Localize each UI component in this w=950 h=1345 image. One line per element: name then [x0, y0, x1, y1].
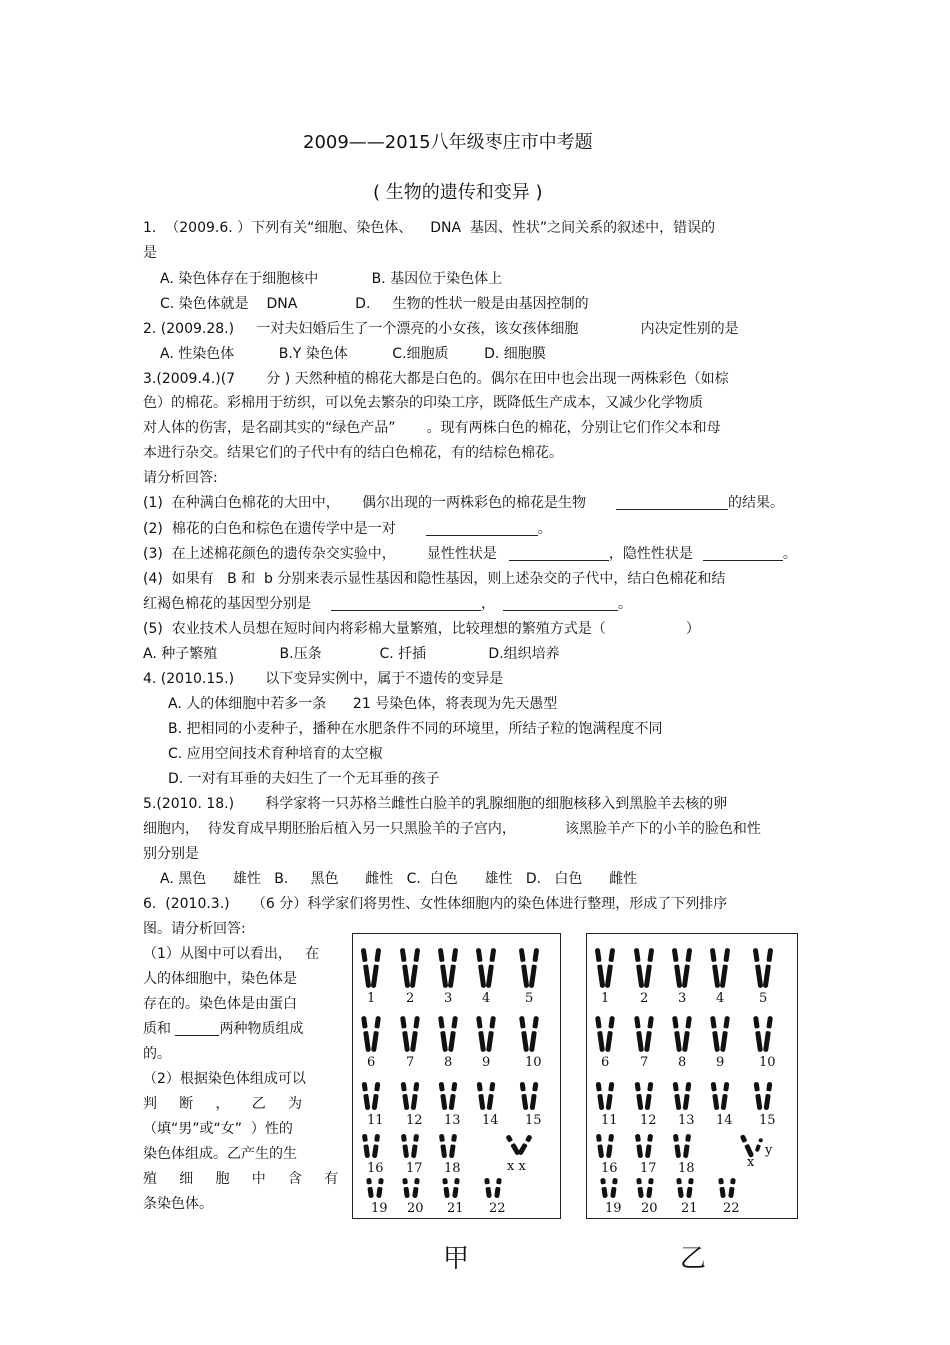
- chromosome-number: 2: [406, 991, 415, 1006]
- q1-stem: 1. （2009.6. ）下列有关“细胞、染色体、 DNA 基因、性状”之间关系的叙述中，错误的: [143, 220, 716, 236]
- chromosome-number: 7: [406, 1055, 415, 1070]
- karyotype-label-jia: 甲: [443, 1244, 470, 1274]
- q6-stem: 6. (2010.3.) （6 分）科学家们将男性、女性体细胞内的染色体进行整理，形成了下列排序: [143, 896, 728, 912]
- q3-line-3: 对人体的伤害，是名副其实的“绿色产品” 。现有两株白色的棉花，分别让它们作父本和母: [143, 420, 721, 436]
- q3-sub-5-options: A. 种子繁殖 B.压条 C. 扦插 D.组织培养: [143, 646, 560, 662]
- chromosome-number: 20: [641, 1201, 658, 1216]
- chromosome: [411, 1178, 421, 1199]
- chromosome: [400, 1134, 410, 1159]
- q3-sub-4-cont: [143, 595, 632, 613]
- chromosome: [727, 1178, 737, 1199]
- chromosome-pair-22: [483, 1178, 503, 1199]
- chromosome-number: 3: [444, 991, 453, 1006]
- q3-line-4: 本进行杂交。结果它们的子代中有的结白色棉花，有的结棕色棉花。: [143, 445, 563, 461]
- answer-blank[interactable]: [331, 596, 481, 611]
- q3-sub-4: (4) 如果有 B 和 b 分别来表示显性基因和隐性基因，则上述杂交的子代中，结白色棉花和结: [143, 571, 726, 587]
- chromosome-pair-19: [365, 1178, 385, 1199]
- chromosome: [438, 1082, 449, 1111]
- chromosome: [763, 1082, 774, 1111]
- q6-part2-line: 染色体组成。乙产生的生: [143, 1146, 297, 1162]
- chromosome: [518, 1016, 530, 1053]
- chromosome: [594, 1016, 606, 1053]
- q6-part1-tail: 两种物质组成: [219, 1021, 304, 1037]
- chromosome: [485, 1016, 497, 1053]
- chromosome: [709, 948, 721, 989]
- chromosome: [762, 948, 774, 989]
- chromosome: [719, 1016, 731, 1053]
- answer-blank[interactable]: [503, 596, 618, 611]
- chromosome: [682, 1082, 693, 1111]
- chromosome-pair-9: [709, 1016, 731, 1053]
- chromosome: [518, 948, 530, 989]
- chromosome: [645, 1178, 655, 1199]
- q2-options: A. 性染色体 B.Y 染色体 C.细胞质 D. 细胞膜: [160, 346, 546, 362]
- q3-sub-4-text: 红褐色棉花的基因型分别是: [143, 596, 311, 612]
- chromosome: [595, 1134, 605, 1159]
- chromosome: [753, 1082, 764, 1111]
- q3-sub-3-mid: ，隐性性状是: [608, 546, 693, 562]
- q1-options-cd: C. 染色体就是 DNA D. 生物的性状一般是由基因控制的: [160, 296, 589, 312]
- chromosome: [475, 948, 487, 989]
- chromosome: [752, 948, 764, 989]
- chromosome: [609, 1178, 619, 1199]
- q5-line-3: 别分别是: [143, 846, 199, 862]
- chromosome: [762, 1016, 774, 1053]
- q6-part1-line: 人的体细胞中，染色体是: [143, 971, 297, 987]
- answer-blank[interactable]: [509, 546, 609, 561]
- chromosome-number: 16: [601, 1161, 618, 1176]
- chromosome: [486, 1082, 497, 1111]
- chromosome: [752, 1016, 764, 1053]
- chromosome: [409, 948, 421, 989]
- karyotype-female-chart: [353, 934, 560, 1218]
- chromosome-pair-5: [752, 948, 774, 989]
- chromosome: [634, 1082, 645, 1111]
- chromosome: [634, 1134, 644, 1159]
- chromosome: [599, 1178, 609, 1199]
- chromosome: [476, 1082, 487, 1111]
- chromosome-pair-4: [475, 948, 497, 989]
- document-subtitle: ( 生物的遗传和变异 ): [373, 182, 543, 203]
- chromosome-number: 15: [525, 1113, 542, 1128]
- q1-stem-cont: 是: [143, 245, 157, 261]
- answer-blank[interactable]: [616, 495, 728, 510]
- chromosome-pair-11: [595, 1082, 616, 1111]
- chromosome: [371, 1134, 381, 1159]
- q5-line-1: 5.(2010. 18.) 科学家将一只苏格兰雌性白脸羊的乳腺细胞的细胞核移入到黑脸羊去核的卵: [143, 796, 728, 812]
- chromosome-pair-14: [710, 1082, 731, 1111]
- chromosome: [483, 1178, 493, 1199]
- chromosome: [399, 1016, 411, 1053]
- chromosome-pair-15: [519, 1082, 540, 1111]
- chromosome-number: 19: [371, 1201, 388, 1216]
- chromosome: [400, 1082, 411, 1111]
- chromosome-pair-14: [476, 1082, 497, 1111]
- q3-sub-1-tail: 的结果。: [727, 495, 784, 511]
- q6-part2-line: 殖 细 胞 中 含 有: [143, 1171, 339, 1187]
- chromosome-number: 17: [640, 1161, 657, 1176]
- chromosome-pair-9: [475, 1016, 497, 1053]
- chromosome-number: 13: [444, 1113, 461, 1128]
- chromosome: [399, 948, 411, 989]
- karyotype-male-chart: [587, 934, 797, 1218]
- chromosome-pair-17: [400, 1134, 420, 1159]
- chromosome: [528, 948, 540, 989]
- chromosome-number: 5: [525, 991, 534, 1006]
- chromosome-pair-12: [400, 1082, 421, 1111]
- chromosome: [635, 1178, 645, 1199]
- chromosome-number: 22: [723, 1201, 740, 1216]
- chromosome-number: 8: [444, 1055, 453, 1070]
- chromosome: [437, 1016, 449, 1053]
- chromosome-number: 20: [407, 1201, 424, 1216]
- chromosome: [682, 1134, 692, 1159]
- q3-sub-2-text: (2) 棉花的白色和棕色在遗传学中是一对: [143, 521, 396, 537]
- q3-sub-3-tail: 。: [782, 546, 797, 562]
- chromosome-pair-20: [635, 1178, 655, 1199]
- chromosome: [410, 1082, 421, 1111]
- chromosome: [671, 1016, 683, 1053]
- sex-chromosome-label: x x: [507, 1159, 526, 1174]
- chromosome-number: 2: [640, 991, 649, 1006]
- chromosome: [719, 948, 731, 989]
- chromosome-number: 11: [601, 1113, 618, 1128]
- chromosome: [685, 1178, 695, 1199]
- chromosome-pair-1: [594, 948, 616, 989]
- chromosome: [644, 1082, 655, 1111]
- q3-sub-1: [143, 494, 784, 512]
- chromosome-number: 17: [406, 1161, 423, 1176]
- q1-options-ab: A. 染色体存在于细胞核中 B. 基因位于染色体上: [160, 271, 503, 287]
- chromosome-number: 3: [678, 991, 687, 1006]
- chromosome-pair-15: [753, 1082, 774, 1111]
- chromosome: [361, 1134, 371, 1159]
- chromosome-number: 10: [759, 1055, 776, 1070]
- chromosome-number: 9: [716, 1055, 725, 1070]
- chromosome-number: 11: [367, 1113, 384, 1128]
- chromosome-pair-18: [438, 1134, 458, 1159]
- q4-option-d: D. 一对有耳垂的夫妇生了一个无耳垂的孩子: [168, 771, 440, 787]
- chromosome: [370, 1016, 382, 1053]
- q6-part1-line: 存在的。染色体是由蛋白: [143, 996, 297, 1012]
- chromosome: [361, 1082, 372, 1111]
- chromosome: [437, 948, 449, 989]
- chromosome-x: [516, 1134, 533, 1157]
- q3-line-2: 色）的棉花。彩棉用于纺织，可以免去繁杂的印染工序，既降低生产成本，又减少化学物质: [143, 395, 703, 411]
- chromosome: [633, 948, 645, 989]
- chromosome-number: 10: [525, 1055, 542, 1070]
- chromosome: [438, 1134, 448, 1159]
- q4-option-a: A. 人的体细胞中若多一条 21 号染色体，将表现为先天愚型: [168, 696, 558, 712]
- chromosome: [681, 948, 693, 989]
- q4-stem: 4. (2010.15.) 以下变异实例中，属于不遗传的变异是: [143, 671, 504, 687]
- q3-sub-4-sep: ，: [481, 596, 495, 612]
- q6-part2-line: （填“男”或“女” ）性的: [143, 1121, 293, 1137]
- chromosome-number: 18: [678, 1161, 695, 1176]
- chromosome-pair-10: [518, 1016, 540, 1053]
- chromosome: [605, 1082, 616, 1111]
- chromosome: [709, 1016, 721, 1053]
- answer-blank[interactable]: [175, 1021, 219, 1036]
- sex-chromosome-pair: [504, 1134, 533, 1157]
- q6-part2-line: （2）根据染色体组成可以: [143, 1071, 306, 1087]
- chromosome: [604, 1016, 616, 1053]
- chromosome: [675, 1178, 685, 1199]
- chromosome-number: 14: [482, 1113, 499, 1128]
- chromosome: [447, 948, 459, 989]
- chromosome: [720, 1082, 731, 1111]
- q3-sub-2: [143, 520, 552, 538]
- chromosome: [375, 1178, 385, 1199]
- chromosome-pair-5: [518, 948, 540, 989]
- chromosome: [360, 948, 372, 989]
- q2-stem: 2. (2009.28.) 一对夫妇婚后生了一个漂亮的小女孩，该女孩体细胞 内决定性别的是: [143, 321, 739, 337]
- chromosome: [681, 1016, 693, 1053]
- chromosome: [671, 948, 683, 989]
- chromosome-pair-17: [634, 1134, 654, 1159]
- chromosome: [493, 1178, 503, 1199]
- chromosome-pair-4: [709, 948, 731, 989]
- chromosome: [447, 1016, 459, 1053]
- chromosome: [365, 1178, 375, 1199]
- chromosome: [594, 948, 606, 989]
- chromosome: [528, 1016, 540, 1053]
- chromosome-number: 21: [681, 1201, 698, 1216]
- karyotype-male-panel: [586, 933, 798, 1219]
- q3-sub-1-text: (1) 在种满白色棉花的大田中， 偶尔出现的一两株彩色的棉花是生物: [143, 495, 586, 511]
- chromosome-number: 15: [759, 1113, 776, 1128]
- q4-option-c: C. 应用空间技术育种培育的太空椒: [168, 746, 383, 762]
- q3-sub-5: (5) 农业技术人员想在短时间内将彩棉大量繁殖，比较理想的繁殖方式是（ ）: [143, 621, 700, 637]
- chromosome-pair-20: [401, 1178, 421, 1199]
- chromosome: [409, 1016, 421, 1053]
- chromosome-pair-21: [441, 1178, 461, 1199]
- chromosome: [605, 1134, 615, 1159]
- chromosome-pair-3: [671, 948, 693, 989]
- chromosome: [710, 1082, 721, 1111]
- chromosome: [604, 948, 616, 989]
- chromosome: [717, 1178, 727, 1199]
- sex-chromosome-label-y: y: [765, 1143, 773, 1158]
- chromosome: [672, 1082, 683, 1111]
- chromosome-pair-19: [599, 1178, 619, 1199]
- chromosome-pair-7: [633, 1016, 655, 1053]
- chromosome-number: 22: [489, 1201, 506, 1216]
- chromosome-pair-21: [675, 1178, 695, 1199]
- chromosome-pair-22: [717, 1178, 737, 1199]
- chromosome-number: 21: [447, 1201, 464, 1216]
- q5-options: A. 黑色 雄性 B. 黑色 雌性 C. 白色 雄性 D. 白色 雌性: [160, 871, 638, 887]
- chromosome-number: 16: [367, 1161, 384, 1176]
- chromosome-pair-2: [633, 948, 655, 989]
- chromosome: [370, 948, 382, 989]
- chromosome-pair-1: [360, 948, 382, 989]
- chromosome: [360, 1016, 372, 1053]
- karyotype-label-yi: 乙: [680, 1244, 707, 1274]
- chromosome: [644, 1134, 654, 1159]
- chromosome-number: 6: [367, 1055, 376, 1070]
- chromosome: [448, 1134, 458, 1159]
- answer-blank[interactable]: [426, 521, 538, 536]
- q6-part2-line: 条染色体。: [143, 1196, 213, 1212]
- chromosome: [475, 1016, 487, 1053]
- q6-part1-line: 的。: [143, 1046, 171, 1062]
- chromosome-pair-16: [361, 1134, 381, 1159]
- q6-part1-text: 质和: [143, 1021, 176, 1037]
- q3-line-1: 3.(2009.4.)(7 分 ) 天然种植的棉花大都是白色的。偶尔在田中也会出现一两株彩色（如棕: [143, 371, 729, 387]
- chromosome-pair-13: [438, 1082, 459, 1111]
- chromosome: [529, 1082, 540, 1111]
- chromosome-number: 1: [601, 991, 610, 1006]
- chromosome-pair-6: [360, 1016, 382, 1053]
- q3-sub-4-tail: 。: [618, 596, 632, 612]
- chromosome-pair-16: [595, 1134, 615, 1159]
- q6-part2-line: 判 断 ， 乙 为: [143, 1096, 303, 1112]
- chromosome-y: [754, 1137, 764, 1152]
- document-title: 2009——2015八年级枣庄市中考题: [303, 132, 593, 153]
- chromosome-pair-12: [634, 1082, 655, 1111]
- chromosome-pair-6: [594, 1016, 616, 1053]
- chromosome-number: 12: [640, 1113, 657, 1128]
- q3-sub-3: [143, 545, 797, 563]
- chromosome-number: 19: [605, 1201, 622, 1216]
- chromosome-number: 1: [367, 991, 376, 1006]
- q5-line-2: 细胞内， 待发育成早期胚胎后植入另一只黑脸羊的子宫内， 该黑脸羊产下的小羊的脸色和性: [143, 821, 761, 837]
- chromosome-number: 4: [716, 991, 725, 1006]
- q6-stem-cont: 图。请分析回答:: [143, 921, 246, 937]
- chromosome-number: 4: [482, 991, 491, 1006]
- answer-blank[interactable]: [703, 546, 783, 561]
- chromosome: [451, 1178, 461, 1199]
- chromosome-number: 9: [482, 1055, 491, 1070]
- chromosome-number: 6: [601, 1055, 610, 1070]
- chromosome: [672, 1134, 682, 1159]
- chromosome: [633, 1016, 645, 1053]
- chromosome-pair-18: [672, 1134, 692, 1159]
- chromosome-pair-2: [399, 948, 421, 989]
- q3-sub-2-tail: 。: [537, 521, 552, 537]
- chromosome-number: 13: [678, 1113, 695, 1128]
- chromosome-number: 7: [640, 1055, 649, 1070]
- q3-sub-3-text: (3) 在上述棉花颜色的遗传杂交实验中， 显性性状是: [143, 546, 497, 562]
- sex-chromosome-label-x: x: [747, 1155, 755, 1170]
- chromosome: [401, 1178, 411, 1199]
- chromosome-number: 18: [444, 1161, 461, 1176]
- q3-prompt: 请分析回答:: [143, 470, 218, 486]
- chromosome: [519, 1082, 530, 1111]
- chromosome: [410, 1134, 420, 1159]
- chromosome-pair-8: [437, 1016, 459, 1053]
- chromosome-pair-13: [672, 1082, 693, 1111]
- chromosome-pair-3: [437, 948, 459, 989]
- q6-part1-line: （1）从图中可以看出， 在: [143, 946, 320, 962]
- chromosome: [643, 948, 655, 989]
- chromosome-number: 14: [716, 1113, 733, 1128]
- chromosome-number: 5: [759, 991, 768, 1006]
- q6-part1-line: [143, 1020, 303, 1038]
- chromosome: [595, 1082, 606, 1111]
- chromosome-pair-7: [399, 1016, 421, 1053]
- karyotype-female-panel: [352, 933, 561, 1219]
- chromosome: [485, 948, 497, 989]
- chromosome-pair-8: [671, 1016, 693, 1053]
- chromosome-number: 12: [406, 1113, 423, 1128]
- chromosome: [371, 1082, 382, 1111]
- chromosome-pair-10: [752, 1016, 774, 1053]
- q4-option-b: B. 把相同的小麦种子，播种在水肥条件不同的环境里，所结子粒的饱满程度不同: [168, 721, 663, 737]
- chromosome-pair-11: [361, 1082, 382, 1111]
- chromosome: [643, 1016, 655, 1053]
- chromosome: [448, 1082, 459, 1111]
- chromosome: [441, 1178, 451, 1199]
- chromosome-number: 8: [678, 1055, 687, 1070]
